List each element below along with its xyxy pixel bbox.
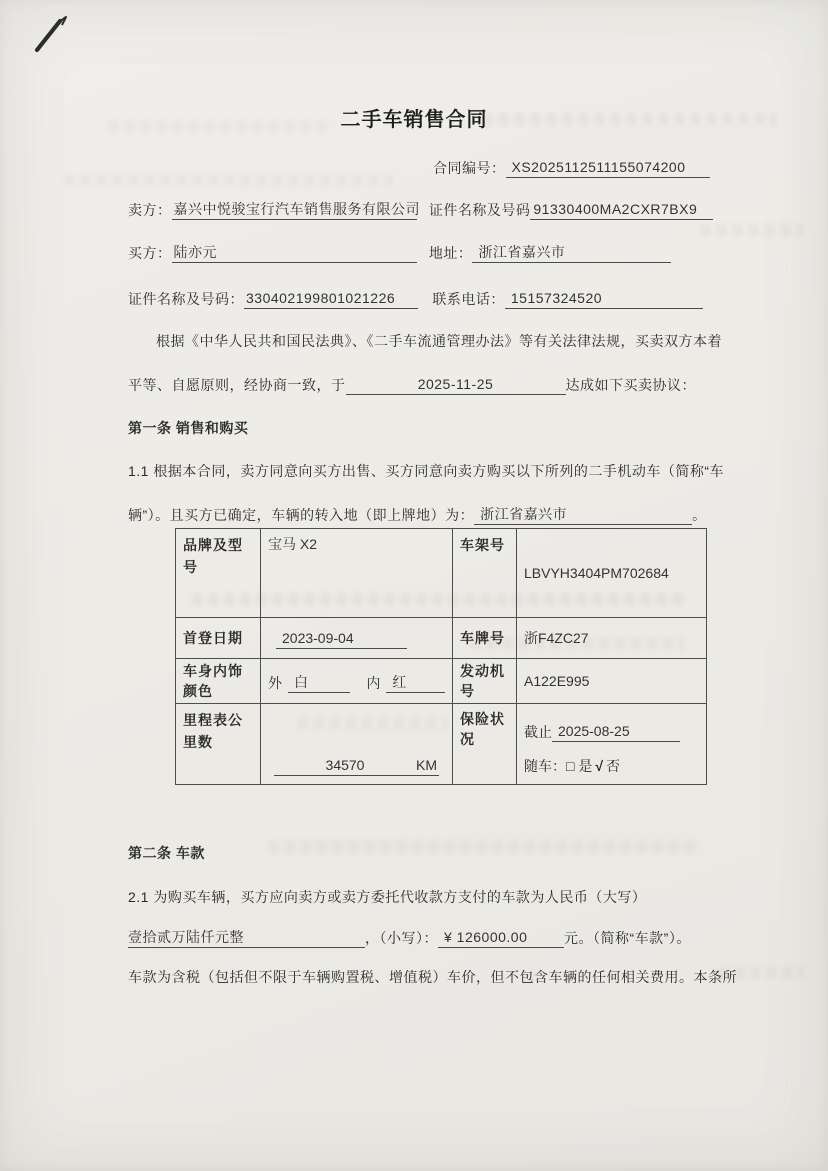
- phone-label: 联系电话：: [432, 291, 505, 307]
- preamble-line2-suffix: 达成如下买卖协议：: [565, 377, 696, 393]
- insurance-label-cell: [453, 704, 517, 784]
- color-label-cell: [176, 659, 261, 704]
- address-value: 浙江省嘉兴市: [472, 242, 671, 263]
- with-car-no-option: 否: [606, 758, 621, 774]
- transfer-place-value: 浙江省嘉兴市: [474, 504, 692, 525]
- odometer-value-cell: [261, 704, 453, 784]
- plate-label-cell: [453, 618, 517, 659]
- preamble-line2: [128, 374, 696, 395]
- color-int-label: 内: [366, 675, 381, 691]
- vin-value-cell: [517, 529, 706, 618]
- buyer-cert-label: 证件名称及号码：: [128, 291, 244, 307]
- vin-label: 车架号: [460, 537, 505, 553]
- color-value-cell: [261, 659, 453, 704]
- buyer-label: 买方：: [128, 245, 172, 261]
- first-reg-value: 2023-09-04: [276, 628, 407, 649]
- phone-value: 15157324520: [505, 288, 703, 309]
- brand-value-cell: [261, 529, 453, 618]
- with-car-label: 随车：: [524, 758, 566, 774]
- clause-1-1-line1: 1.1 根据本合同，卖方同意向买方出售、买方同意向卖方购买以下所列的二手机动车（简称“车: [128, 463, 725, 479]
- contract-number-label: 合同编号：: [433, 160, 506, 176]
- pen-mark-icon: [26, 8, 78, 60]
- amount-numeric-value: ¥ 126000.00: [438, 927, 564, 948]
- color-label: 车身内饰颜色: [183, 663, 243, 699]
- insurance-label: 保险状况: [460, 711, 505, 747]
- bleed-through-text: [700, 224, 804, 237]
- odometer-value: 34570: [325, 757, 365, 773]
- vehicle-info-table: [175, 528, 707, 785]
- preamble-line2-prefix: 平等、自愿原则，经协商一致，于: [128, 377, 346, 393]
- color-int-value: 红: [386, 672, 445, 693]
- vin-value: LBVYH3404PM702684: [524, 565, 669, 581]
- buyer-cert-value: 330402199801021226: [244, 288, 418, 309]
- brand-value: 宝马 X2: [268, 536, 318, 552]
- brand-label: 品牌及型号: [183, 537, 243, 575]
- bleed-through-text: [268, 840, 698, 853]
- odometer-label-cell: [176, 704, 261, 784]
- color-ext-value: 白: [288, 672, 350, 693]
- clause-2-tail: 车款为含税（包括但不限于车辆购置税、增值税）车价，但不包含车辆的任何相关费用。本条所: [128, 969, 737, 985]
- buyer-line: [128, 242, 671, 263]
- agreement-date-value: 2025-11-25: [346, 374, 566, 395]
- clause-2-1-line1: 2.1 为购买车辆，买方应向卖方或卖方委托代收款方支付的车款为人民币（大写）: [128, 889, 647, 905]
- vin-label-cell: [453, 529, 517, 618]
- brand-label-cell: [176, 529, 261, 618]
- amount-suffix: 元。（简称“车款”）。: [564, 930, 691, 946]
- engine-value-cell: [517, 659, 706, 704]
- insurance-value-cell: [517, 704, 706, 784]
- seller-cert-label: 证件名称及号码: [428, 202, 531, 218]
- engine-value: A122E995: [524, 673, 590, 689]
- buyer-name-value: 陆亦元: [172, 242, 417, 263]
- engine-label: 发动机号: [460, 663, 505, 699]
- clause-1-1-line2-prefix: 辆”）。且买方已确定，车辆的转入地（即上牌地）为：: [128, 507, 475, 523]
- amount-line: [128, 927, 691, 948]
- odometer-underline: [274, 755, 439, 776]
- plate-value-cell: [517, 618, 706, 659]
- address-label: 地址：: [428, 245, 473, 261]
- preamble-line1: 根据《中华人民共和国民法典》、《二手车流通管理办法》等有关法律法规，买卖双方本着: [156, 333, 722, 349]
- clause-1-1-line2: [128, 504, 707, 525]
- buyer-cert-line: [128, 288, 703, 309]
- first-reg-label: 首登日期: [183, 630, 243, 646]
- first-reg-value-cell: [261, 618, 453, 659]
- seller-name-value: 嘉兴中悦骏宝行汽车销售服务有限公司: [172, 199, 417, 220]
- contract-number-line: [433, 157, 710, 178]
- insurance-with-car-line: [524, 756, 699, 776]
- amount-chinese-value: 壹拾贰万陆仟元整: [128, 927, 365, 948]
- clause-1-1-line2-suffix: 。: [692, 507, 707, 523]
- section1-heading: 第一条 销售和购买: [128, 420, 249, 436]
- seller-line: [128, 199, 713, 220]
- plate-value: 浙F4ZC27: [524, 630, 589, 646]
- check-mark-icon: √: [595, 758, 604, 774]
- with-car-yes-option: □ 是: [566, 758, 593, 774]
- section2-heading: 第二条 车款: [128, 845, 205, 861]
- engine-label-cell: [453, 659, 517, 704]
- insurance-until-value: 2025-08-25: [552, 721, 680, 742]
- insurance-until-line: [524, 721, 699, 742]
- page-title: 二手车销售合同: [340, 109, 488, 131]
- seller-label: 卖方：: [128, 202, 172, 218]
- insurance-until-label: 截止: [524, 724, 552, 740]
- contract-number-value: XS2025112511155074200: [506, 157, 710, 178]
- first-reg-label-cell: [176, 618, 261, 659]
- seller-cert-value: 91330400MA2CXR7BX9: [530, 199, 713, 220]
- color-ext-label: 外: [268, 675, 282, 691]
- amount-mid-label: ，（小写）：: [365, 930, 438, 946]
- plate-label: 车牌号: [460, 630, 505, 646]
- bleed-through-text: [64, 174, 394, 187]
- odometer-label: 里程表公里数: [183, 712, 243, 750]
- odometer-unit: KM: [416, 757, 437, 773]
